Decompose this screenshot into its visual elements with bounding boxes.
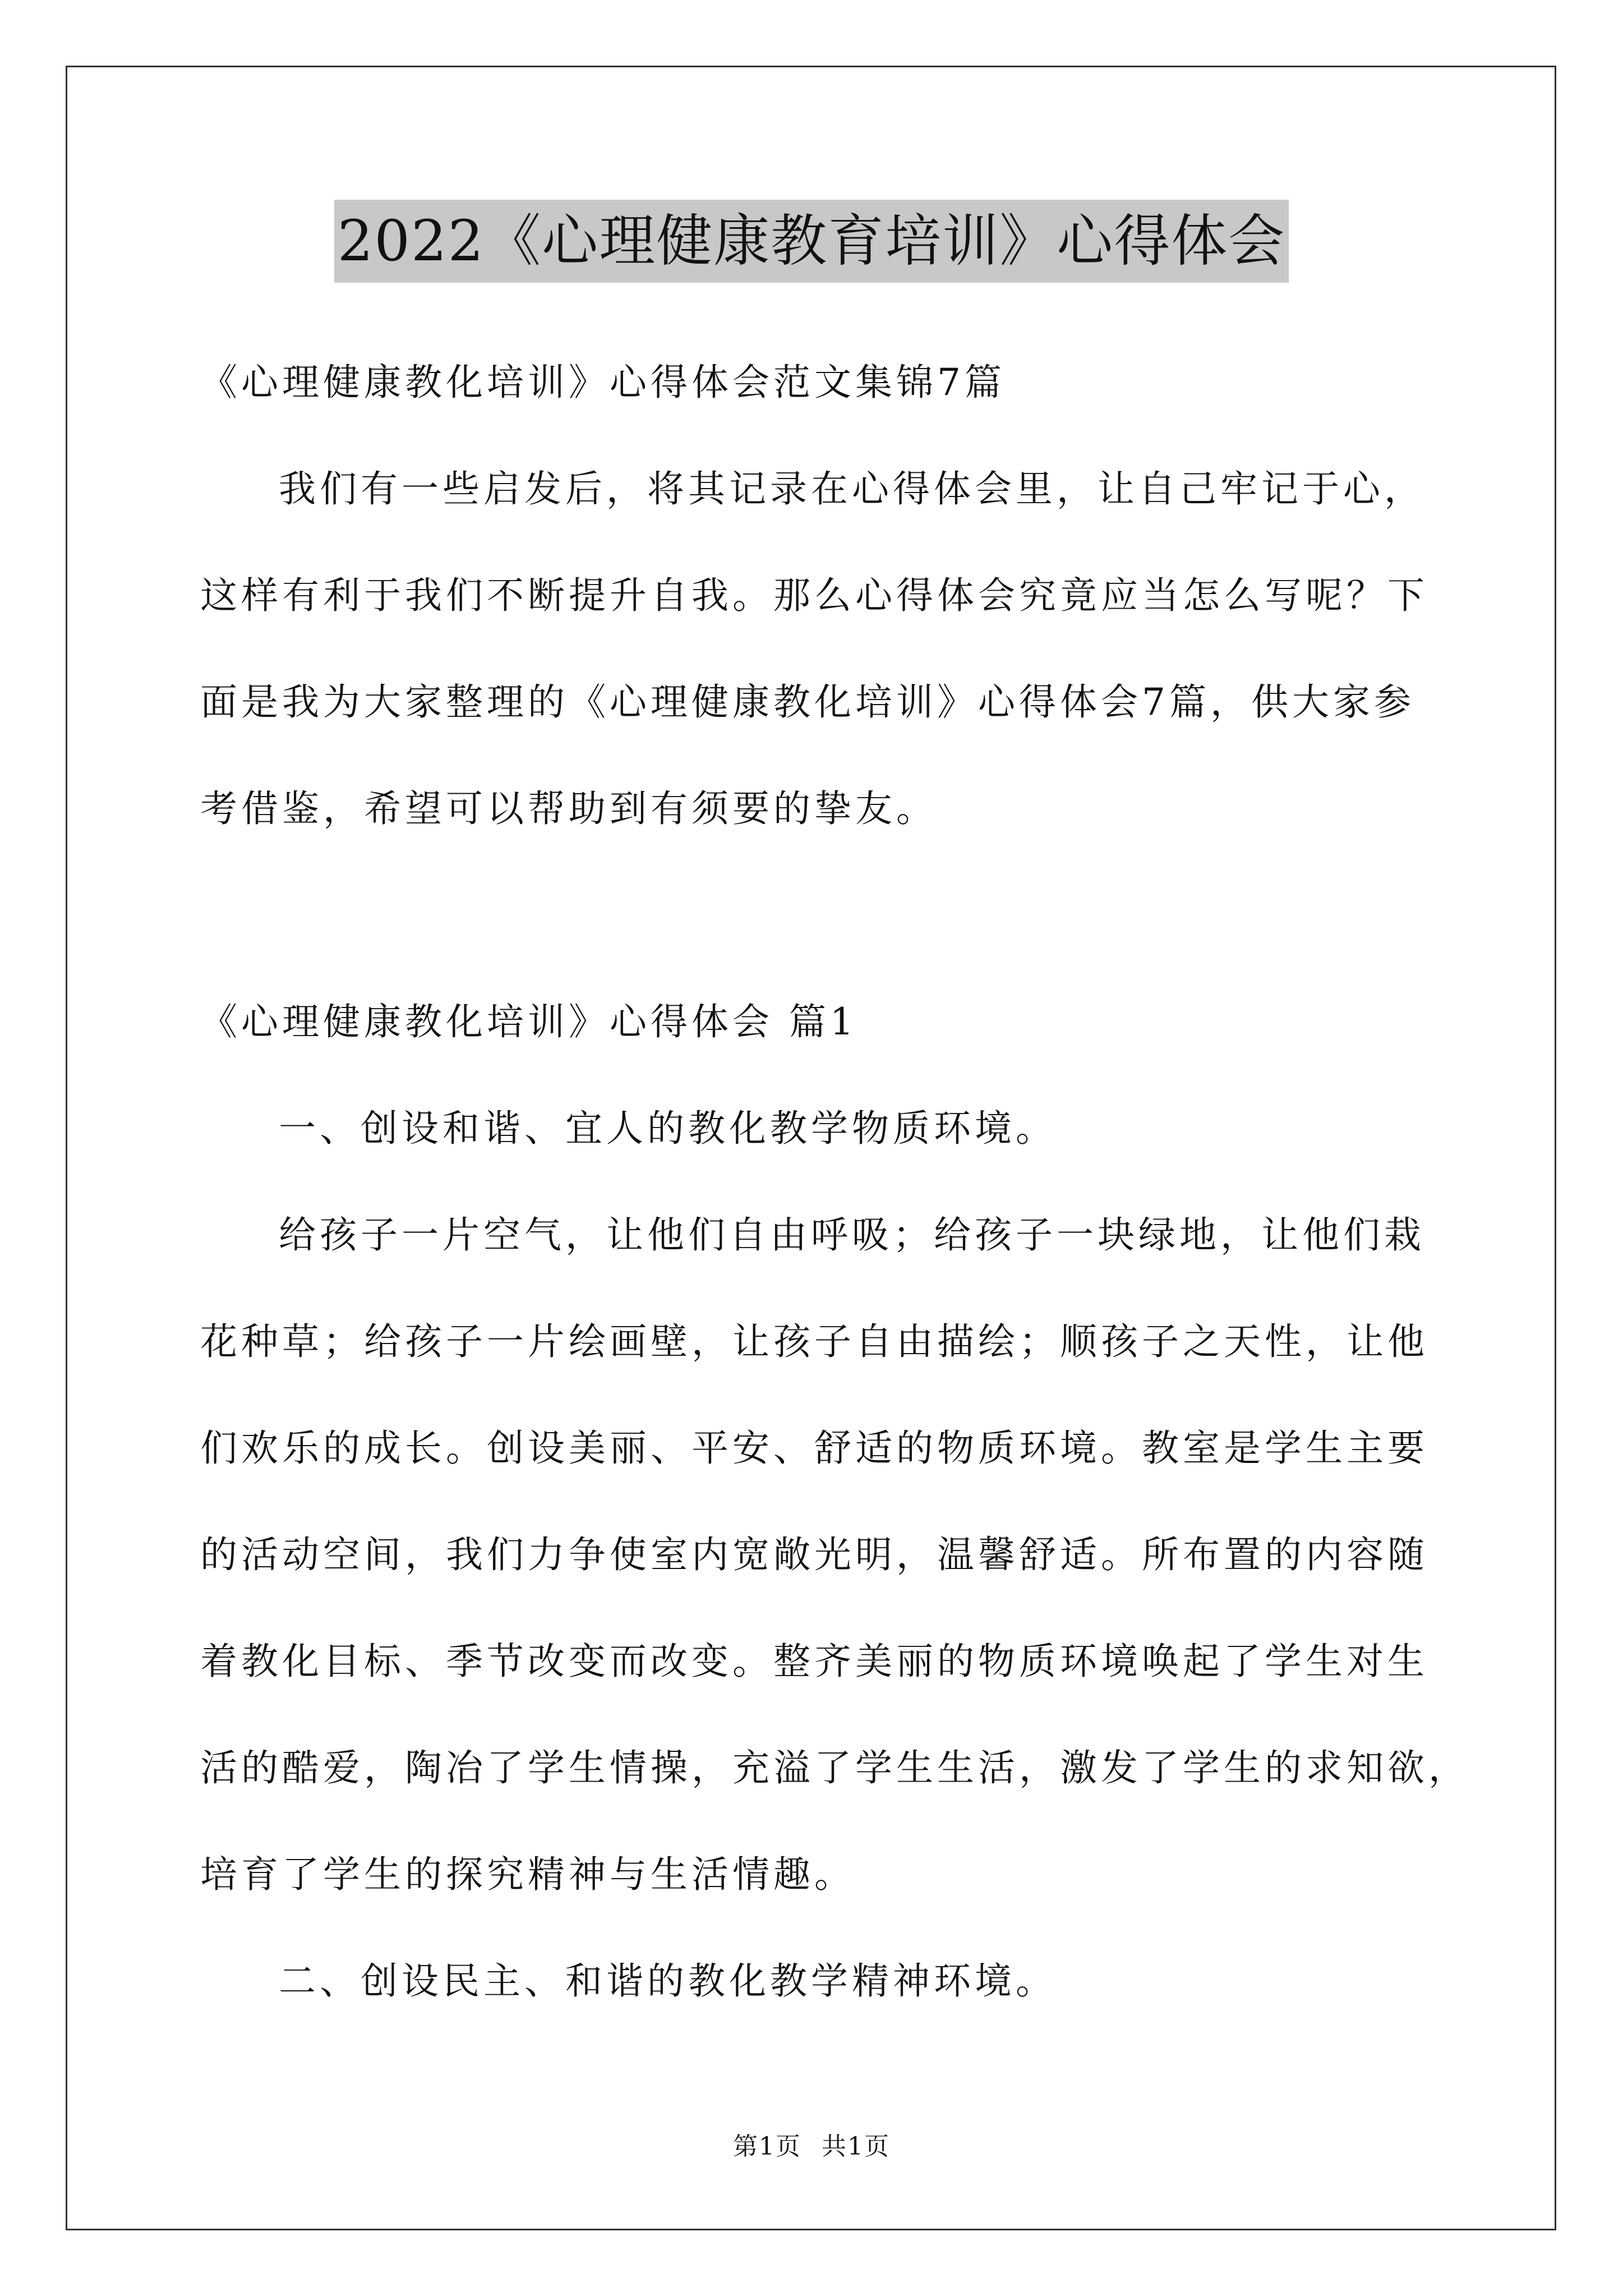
page-footer: [0, 2126, 1623, 2162]
intro-line: 面是我为大家整理的《心理健康教化培训》心得体会7篇，供大家参: [200, 680, 1415, 724]
document-subtitle: 《心理健康教化培训》心得体会范文集锦7篇: [200, 361, 1006, 404]
intro-line: 考借鉴，希望可以帮助到有须要的挚友。: [200, 787, 937, 830]
body-line: 花种草；给孩子一片绘画壁，让孩子自由描绘；顺孩子之天性，让他: [200, 1320, 1428, 1363]
point-heading-2: 二、创设民主、和谐的教化教学精神环境。: [279, 1959, 1057, 2003]
body-line: 着教化目标、季节改变而改变。整齐美丽的物质环境唤起了学生对生: [200, 1640, 1428, 1683]
document-title: 2022《心理健康教育培训》心得体会: [334, 200, 1289, 283]
section-heading: 《心理健康教化培训》心得体会 篇1: [200, 1000, 857, 1043]
body-line: 培育了学生的探究精神与生活情趣。: [200, 1853, 855, 1896]
body-line: 活的酷爱，陶冶了学生情操，充溢了学生生活，激发了学生的求知欲，: [200, 1746, 1469, 1789]
point-heading-1: 一、创设和谐、宜人的教化教学物质环境。: [279, 1107, 1057, 1150]
intro-line: 我们有一些启发后，将其记录在心得体会里，让自己牢记于心，: [279, 467, 1425, 510]
body-line: 给孩子一片空气，让他们自由呼吸；给孩子一块绿地，让他们栽: [279, 1213, 1425, 1257]
page-number: 第1页: [733, 2132, 801, 2161]
intro-line: 这样有利于我们不断提升自我。那么心得体会究竟应当怎么写呢？下: [200, 574, 1428, 617]
title-container: [0, 200, 1623, 283]
body-line: 们欢乐的成长。创设美丽、平安、舒适的物质环境。教室是学生主要: [200, 1427, 1428, 1470]
body-line: 的活动空间，我们力争使室内宽敞光明，温馨舒适。所布置的内容随: [200, 1533, 1428, 1576]
page-total: 共1页: [822, 2132, 890, 2161]
